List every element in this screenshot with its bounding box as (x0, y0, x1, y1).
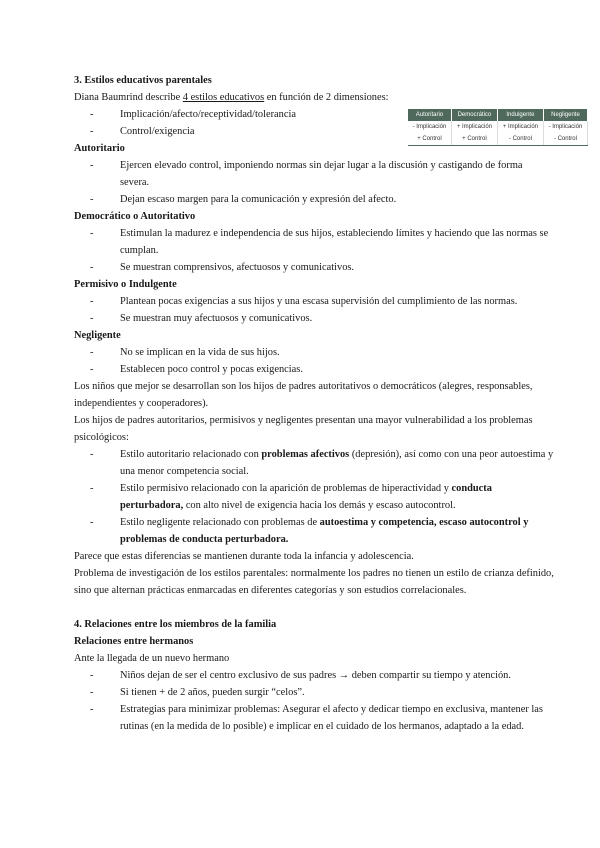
list-item: - Control/exigencia (90, 126, 195, 137)
list-item: - Implicación/afecto/receptividad/tolerancia (90, 109, 296, 120)
table-header: Indulgente (497, 109, 543, 121)
paragraph: Parece que estas diferencias se mantienen durante toda la infancia y adolescencia. (74, 551, 414, 562)
list-item: - Estilo autoritario relacionado con problemas afectivos (depresión), así como con una peor autoestima y una menor competencia social. (90, 449, 554, 477)
list-item: - No se implican en la vida de sus hijos. (90, 347, 280, 358)
list-item: - Establecen poco control y pocas exigencias. (90, 364, 303, 375)
table-cell: - Control (497, 133, 543, 146)
list-item: - Si tienen + de 2 años, pueden surgir “celos”. (90, 687, 305, 698)
list-item: - Estilo negligente relacionado con problemas de autoestima y competencia, escaso autocontrol y problemas de conducta perturbadora. (90, 517, 529, 545)
table-cell: - Implicación (408, 121, 451, 133)
table-header: Negligente (543, 109, 587, 121)
list-item: - Estimulan la madurez e independencia de sus hijos, estableciendo límites y haciendo que las normas se cumplan. (90, 228, 549, 256)
list-item: - Ejercen elevado control, imponiendo normas sin dejar lugar a la discusión y castigando de forma severa. (90, 160, 523, 188)
section-3-title: 3. Estilos educativos parentales (74, 75, 212, 86)
table-cell: + Control (451, 133, 497, 146)
paragraph: Los niños que mejor se desarrollan son los hijos de padres autoritativos o democráticos (alegres, responsables, independientes y cooperadores). (74, 381, 533, 409)
list-item: - Se muestran comprensivos, afectuosos y comunicativos. (90, 262, 355, 273)
heading-permisivo: Permisivo o Indulgente (74, 279, 177, 290)
table-header: Autoritario (408, 109, 451, 121)
paragraph: Los hijos de padres autoritarios, permisivos y negligentes presentan una mayor vulnerabilidad a los problemas psicológicos: (74, 415, 533, 443)
paragraph: Problema de investigación de los estilos parentales: normalmente los padres no tienen un estilo de crianza definido, sino que alternan prácticas enmarcadas en diferentes categorías y son estudios correlacionales. (74, 568, 554, 596)
table-cell: + Implicación (497, 121, 543, 133)
table-cell: + Control (408, 133, 451, 146)
list-item: - Estilo permisivo relacionado con la aparición de problemas de hiperactividad y conducta perturbadora, con alto nivel de exigencia hacia los demás y escaso autocontrol. (90, 483, 492, 511)
section-4-title: 4. Relaciones entre los miembros de la familia (74, 619, 277, 630)
list-item: - Estrategias para minimizar problemas: Asegurar el afecto y dedicar tiempo en exclusiva, mantener las rutinas (en la medida de lo posible) e implicar en el cuidado de los hermanos, adaptado a la edad. (90, 704, 543, 732)
table-cell: + Implicación (451, 121, 497, 133)
heading-negligente: Negligente (74, 330, 121, 341)
list-item: - Dejan escaso margen para la comunicación y expresión del afecto. (90, 194, 397, 205)
intro-line: Diana Baumrind describe 4 estilos educativos en función de 2 dimensiones: (74, 92, 389, 103)
table-cell: - Implicación (543, 121, 587, 133)
table-header: Democrático (451, 109, 497, 121)
section-4-intro: Ante la llegada de un nuevo hermano (74, 653, 230, 664)
heading-democratico: Democrático o Autoritativo (74, 211, 196, 222)
heading-autoritario: Autoritario (74, 143, 125, 154)
styles-link[interactable]: 4 estilos educativos (182, 92, 265, 103)
document-body (74, 72, 554, 735)
section-4-subtitle: Relaciones entre hermanos (74, 636, 194, 647)
table-cell: - Control (543, 133, 587, 146)
list-item: - Se muestran muy afectuosos y comunicativos. (90, 313, 313, 324)
list-item: - Niños dejan de ser el centro exclusivo de sus padres → deben compartir su tiempo y atención. (90, 670, 511, 681)
list-item: - Plantean pocas exigencias a sus hijos y una escasa supervisión del cumplimiento de las normas. (90, 296, 518, 307)
